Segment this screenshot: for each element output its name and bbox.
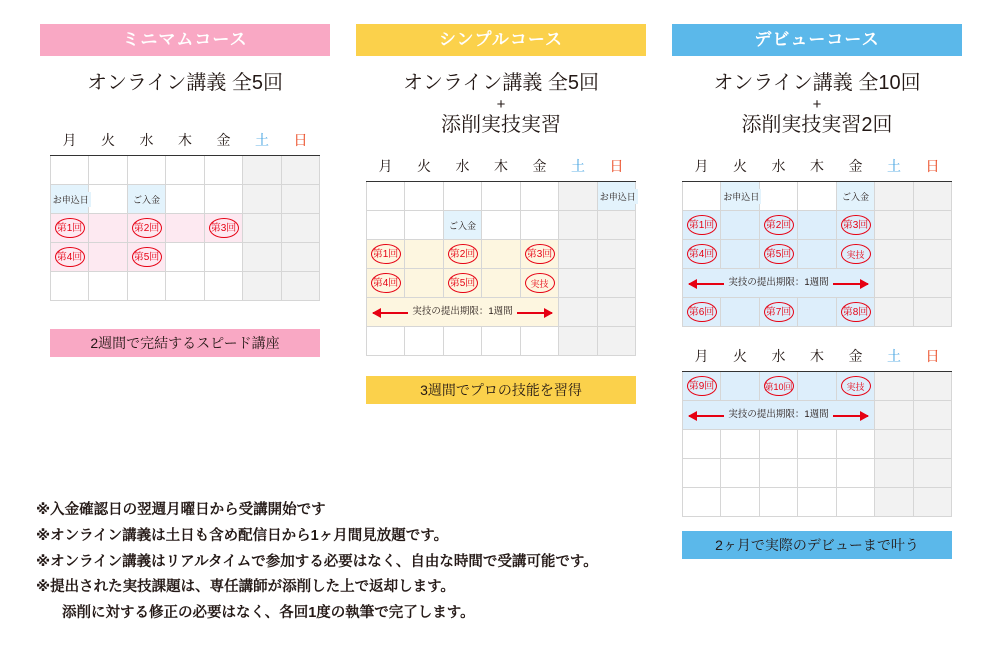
weekday-sun: 日 <box>913 341 952 372</box>
cell-weekend <box>875 372 914 401</box>
note-line-3: ※オンライン講義はリアルタイムで参加する必要はなく、自由な時間で受講可能です。 <box>36 553 598 570</box>
cell-session <box>759 298 798 327</box>
cell <box>405 182 444 211</box>
cell <box>759 459 798 488</box>
table-row <box>682 372 952 401</box>
cell-payment <box>127 185 166 214</box>
course-card-minimum <box>40 0 330 357</box>
payment-tag: ご入金 <box>131 192 162 207</box>
cell-session <box>366 240 405 269</box>
course-banner-minimum: ミニマムコース <box>40 24 330 56</box>
cell <box>798 211 837 240</box>
cell-session <box>204 214 243 243</box>
weekday-mon: 月 <box>50 125 89 156</box>
table-row <box>50 214 320 243</box>
cell-weekend <box>559 269 598 298</box>
course-headline-plus: + <box>812 96 822 113</box>
apply-tag: お申込日 <box>51 192 91 207</box>
cell <box>798 459 837 488</box>
payment-tag: ご入金 <box>840 189 871 204</box>
deadline-arrow-cell <box>366 298 559 327</box>
weekday-wed: 水 <box>127 125 166 156</box>
cell-weekend <box>597 240 636 269</box>
course-headline-simple <box>356 70 646 139</box>
cell <box>759 182 798 211</box>
cell-weekend <box>243 156 282 185</box>
weekday-thu: 木 <box>798 151 837 182</box>
cell-session <box>836 298 875 327</box>
cell-weekend <box>597 298 636 327</box>
weekday-tue: 火 <box>405 151 444 182</box>
weekday-tue: 火 <box>89 125 128 156</box>
weekday-sat: 土 <box>243 125 282 156</box>
cell-session <box>759 240 798 269</box>
session-badge: 第8回 <box>841 302 871 322</box>
session-badge: 第3回 <box>209 218 239 238</box>
table-row <box>366 211 636 240</box>
session-badge: 第3回 <box>525 244 555 264</box>
cell-weekend <box>913 269 952 298</box>
cell <box>721 430 760 459</box>
course-footer-debut: 2ヶ月で実際のデビューまで叶う <box>682 531 952 559</box>
course-headline-minimum <box>40 70 330 97</box>
cell-weekend <box>875 298 914 327</box>
session-badge: 第1回 <box>55 218 85 238</box>
session-badge: 第4回 <box>55 247 85 267</box>
cell <box>798 430 837 459</box>
weekday-thu: 木 <box>482 151 521 182</box>
calendar-simple <box>366 151 637 356</box>
course-footer-minimum: 2週間で完結するスピード講座 <box>50 329 320 357</box>
table-row <box>682 182 952 211</box>
cell <box>520 211 559 240</box>
deadline-arrow <box>683 404 875 426</box>
session-badge: 第3回 <box>841 215 871 235</box>
course-headline-line1: オンライン講義 全5回 <box>86 72 284 94</box>
weekday-wed: 水 <box>443 151 482 182</box>
cell-weekend <box>597 327 636 356</box>
cell-session <box>682 211 721 240</box>
course-headline-plus: + <box>496 96 506 113</box>
cell-practical <box>520 269 559 298</box>
cell <box>50 156 89 185</box>
cell <box>836 430 875 459</box>
cell <box>89 272 128 301</box>
cell <box>836 459 875 488</box>
cell-session <box>682 298 721 327</box>
cell <box>759 430 798 459</box>
table-row <box>682 459 952 488</box>
cell <box>204 185 243 214</box>
session-badge: 第2回 <box>764 215 794 235</box>
cell-apply <box>50 185 89 214</box>
course-card-debut <box>672 0 962 559</box>
session-badge: 第7回 <box>764 302 794 322</box>
cell <box>166 214 205 243</box>
cell-weekend <box>243 243 282 272</box>
table-row-deadline <box>682 401 952 430</box>
calendar-header-row <box>682 341 952 372</box>
session-badge: 第4回 <box>371 273 401 293</box>
cell <box>721 240 760 269</box>
apply-tag: お申込日 <box>721 189 761 204</box>
cell <box>798 372 837 401</box>
cell-weekend <box>559 327 598 356</box>
cell <box>721 211 760 240</box>
note-line-5: 添削に対する修正の必要はなく、各回1度の執筆で完了します。 <box>62 605 475 622</box>
weekday-wed: 水 <box>759 151 798 182</box>
cell-weekend <box>281 272 320 301</box>
cell <box>682 488 721 517</box>
cell <box>166 156 205 185</box>
cell-weekend <box>559 211 598 240</box>
cell <box>520 182 559 211</box>
cell-practical <box>836 240 875 269</box>
table-row <box>366 327 636 356</box>
cell <box>366 211 405 240</box>
course-banner-debut: デビューコース <box>672 24 962 56</box>
session-badge: 第5回 <box>448 273 478 293</box>
weekday-mon: 月 <box>682 341 721 372</box>
session-badge: 第4回 <box>687 244 717 264</box>
practical-badge: 実技 <box>525 273 555 293</box>
cell <box>798 488 837 517</box>
course-headline-line3: 添削実技実習2回 <box>741 114 893 136</box>
table-row <box>682 211 952 240</box>
cell-weekend <box>243 185 282 214</box>
weekday-fri: 金 <box>520 151 559 182</box>
session-badge: 第1回 <box>371 244 401 264</box>
cell-session <box>836 211 875 240</box>
weekday-sat: 土 <box>875 151 914 182</box>
weekday-sat: 土 <box>875 341 914 372</box>
weekday-fri: 金 <box>836 151 875 182</box>
apply-tag: お申込日 <box>598 189 638 204</box>
weekday-sat: 土 <box>559 151 598 182</box>
cell-weekend <box>875 488 914 517</box>
cell-session <box>443 240 482 269</box>
table-row <box>50 185 320 214</box>
cell <box>682 182 721 211</box>
table-row <box>50 243 320 272</box>
cell-weekend <box>281 243 320 272</box>
cell-session <box>127 243 166 272</box>
cell <box>166 243 205 272</box>
cell-weekend <box>243 214 282 243</box>
weekday-sun: 日 <box>281 125 320 156</box>
cell <box>482 182 521 211</box>
cell <box>482 240 521 269</box>
weekday-mon: 月 <box>682 151 721 182</box>
course-footer-simple: 3週間でプロの技能を習得 <box>366 376 636 404</box>
cell <box>127 156 166 185</box>
cell <box>798 240 837 269</box>
cell-weekend <box>913 298 952 327</box>
session-badge: 第9回 <box>687 376 717 396</box>
weekday-sun: 日 <box>597 151 636 182</box>
cell-weekend <box>913 372 952 401</box>
payment-tag: ご入金 <box>447 218 478 233</box>
cell <box>520 327 559 356</box>
session-badge: 第1回 <box>687 215 717 235</box>
weekday-tue: 火 <box>721 341 760 372</box>
calendar-debut-month1 <box>682 151 953 327</box>
cell <box>405 240 444 269</box>
session-badge: 第2回 <box>448 244 478 264</box>
cell-session <box>443 269 482 298</box>
cell-weekend <box>875 240 914 269</box>
cell <box>166 272 205 301</box>
cell-weekend <box>281 185 320 214</box>
cell <box>721 298 760 327</box>
deadline-arrow-cell <box>682 401 875 430</box>
table-row-deadline <box>366 298 636 327</box>
cell-session <box>520 240 559 269</box>
weekday-fri: 金 <box>836 341 875 372</box>
calendar-header-row <box>682 151 952 182</box>
table-row <box>682 488 952 517</box>
deadline-arrow <box>367 301 559 323</box>
notes-block <box>36 498 656 627</box>
table-row <box>682 430 952 459</box>
cell <box>443 182 482 211</box>
cell <box>798 182 837 211</box>
cell <box>127 272 166 301</box>
cell <box>89 156 128 185</box>
weekday-fri: 金 <box>204 125 243 156</box>
cell <box>482 211 521 240</box>
cell-session <box>759 372 798 401</box>
cell-weekend <box>559 240 598 269</box>
cell-weekend <box>913 211 952 240</box>
cell-session <box>682 372 721 401</box>
cell-weekend <box>281 156 320 185</box>
cell-weekend <box>913 240 952 269</box>
table-row <box>50 156 320 185</box>
session-badge: 第2回 <box>132 218 162 238</box>
course-headline-line1: オンライン講義 全5回 <box>402 72 600 94</box>
cell <box>682 459 721 488</box>
cell-weekend <box>913 459 952 488</box>
session-badge: 第6回 <box>687 302 717 322</box>
deadline-arrow-cell <box>682 269 875 298</box>
deadline-label: 実技の提出期限：1週間 <box>724 277 832 288</box>
note-line-2: ※オンライン講義は土日も含め配信日から1ヶ月間見放題です。 <box>36 527 449 544</box>
cell <box>89 243 128 272</box>
cell-weekend <box>875 269 914 298</box>
session-badge: 第5回 <box>132 247 162 267</box>
cell <box>166 185 205 214</box>
cell <box>482 269 521 298</box>
cell <box>204 272 243 301</box>
cell-weekend <box>875 430 914 459</box>
cell-session <box>50 214 89 243</box>
deadline-label: 実技の提出期限：1週間 <box>724 409 832 420</box>
calendar-header-row <box>50 125 320 156</box>
weekday-mon: 月 <box>366 151 405 182</box>
practical-badge: 実技 <box>841 244 871 264</box>
deadline-arrow <box>683 272 875 294</box>
cell-weekend <box>281 214 320 243</box>
table-row <box>682 240 952 269</box>
cell-weekend <box>875 211 914 240</box>
practical-badge: 実技 <box>841 376 871 396</box>
cell <box>89 214 128 243</box>
cell <box>204 243 243 272</box>
cell <box>89 185 128 214</box>
cell-payment <box>443 211 482 240</box>
cell-weekend <box>243 272 282 301</box>
cell-apply <box>597 182 636 211</box>
table-row-deadline <box>682 269 952 298</box>
course-headline-line3: 添削実技実習 <box>441 114 561 136</box>
deadline-label: 実技の提出期限：1週間 <box>408 306 516 317</box>
course-banner-simple: シンプルコース <box>356 24 646 56</box>
cell <box>721 488 760 517</box>
note-line-1: ※入金確認日の翌週月曜日から受講開始です <box>36 502 326 518</box>
weekday-wed: 水 <box>759 341 798 372</box>
table-row <box>366 240 636 269</box>
table-row <box>366 269 636 298</box>
cell <box>50 272 89 301</box>
cell-weekend <box>913 488 952 517</box>
course-headline-line1: オンライン講義 全10回 <box>713 72 921 94</box>
cell-weekend <box>913 182 952 211</box>
cell-weekend <box>913 430 952 459</box>
table-row <box>366 182 636 211</box>
weekday-tue: 火 <box>721 151 760 182</box>
cell <box>836 488 875 517</box>
cell <box>366 327 405 356</box>
course-headline-debut <box>672 70 962 139</box>
cell <box>482 327 521 356</box>
cell <box>405 327 444 356</box>
cell-session <box>50 243 89 272</box>
cell-weekend <box>875 459 914 488</box>
cell-weekend <box>875 401 914 430</box>
cell-weekend <box>875 182 914 211</box>
cell <box>366 182 405 211</box>
table-row <box>682 298 952 327</box>
cell-session <box>682 240 721 269</box>
cell <box>204 156 243 185</box>
table-row <box>50 272 320 301</box>
cell <box>759 488 798 517</box>
session-badge: 第5回 <box>764 244 794 264</box>
cell <box>405 269 444 298</box>
cell-weekend <box>559 182 598 211</box>
cell-practical <box>836 372 875 401</box>
note-line-4: ※提出された実技課題は、専任講師が添削した上で返却します。 <box>36 579 455 596</box>
weekday-sun: 日 <box>913 151 952 182</box>
cell-weekend <box>559 298 598 327</box>
cell <box>405 211 444 240</box>
cell <box>798 298 837 327</box>
course-card-simple <box>356 0 646 404</box>
cell <box>682 430 721 459</box>
cell-weekend <box>597 211 636 240</box>
cell-weekend <box>913 401 952 430</box>
cell <box>721 372 760 401</box>
session-badge: 第10回 <box>764 376 794 396</box>
calendar-header-row <box>366 151 636 182</box>
cell <box>721 459 760 488</box>
cell-payment <box>836 182 875 211</box>
weekday-thu: 木 <box>798 341 837 372</box>
calendar-minimum <box>50 125 321 301</box>
cell-session <box>759 211 798 240</box>
cell-weekend <box>597 269 636 298</box>
cell-session <box>127 214 166 243</box>
cell-apply <box>721 182 760 211</box>
cell <box>443 327 482 356</box>
calendar-debut-month2 <box>682 341 953 517</box>
weekday-thu: 木 <box>166 125 205 156</box>
cell-session <box>366 269 405 298</box>
